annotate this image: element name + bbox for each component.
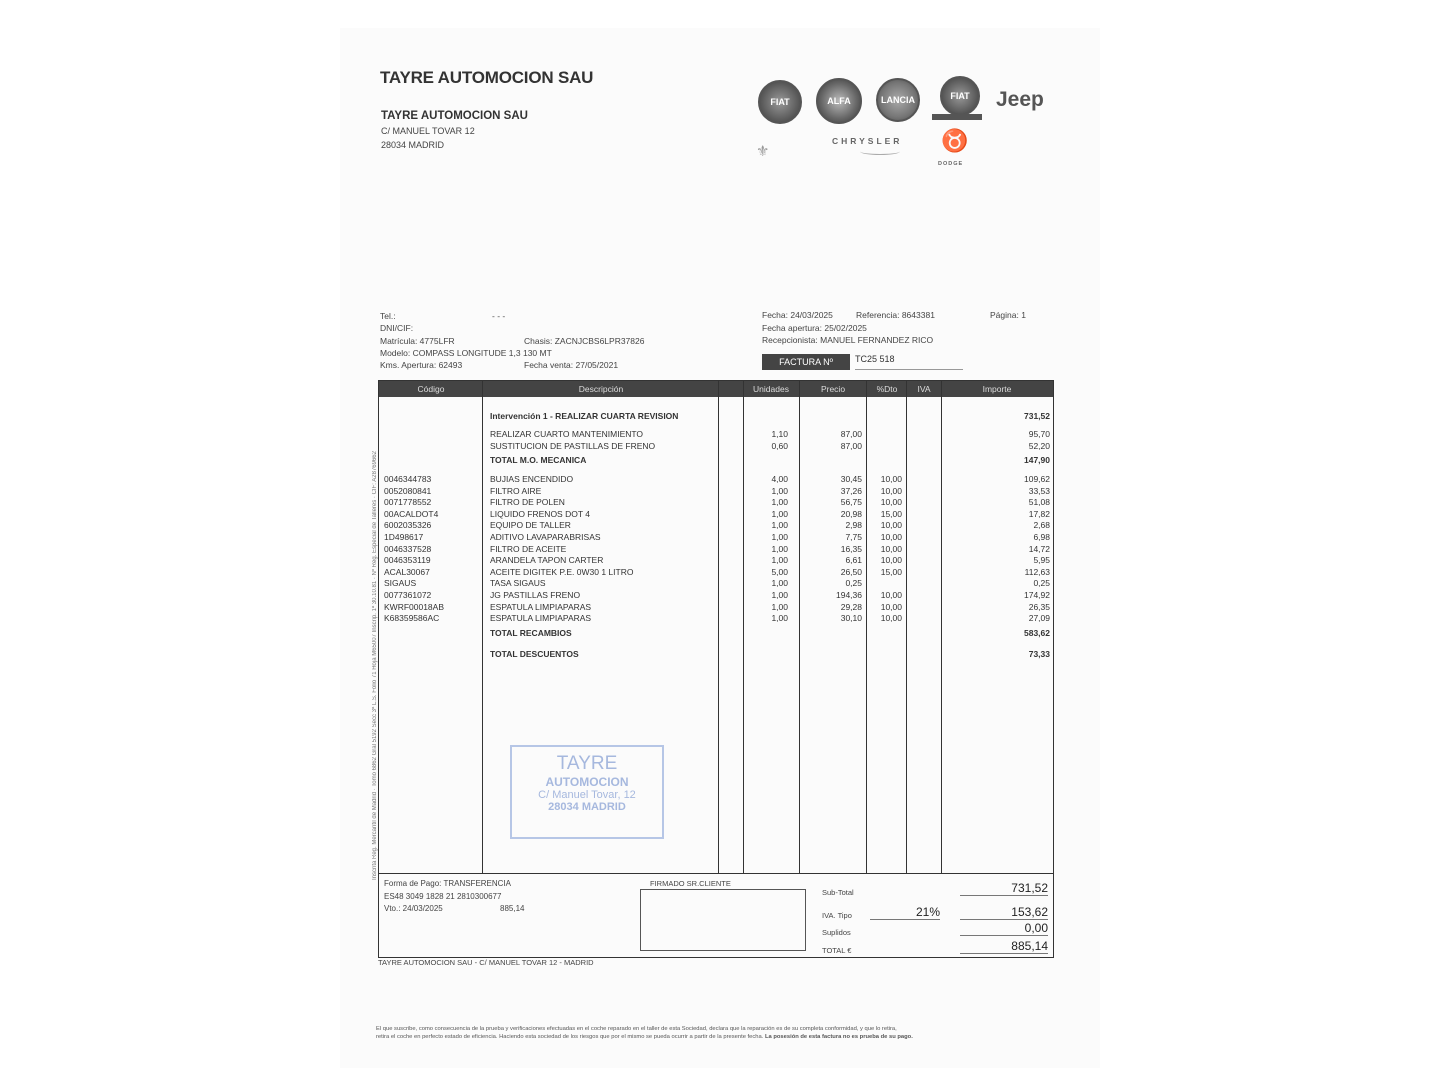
col-descripcion: Descripción bbox=[578, 384, 624, 394]
part-price: 29,28 bbox=[840, 601, 862, 612]
tel-label: Tel.: bbox=[380, 311, 396, 321]
labor-units: 0,60 bbox=[771, 441, 788, 451]
col-importe: Importe bbox=[982, 384, 1012, 394]
suplidos-value: 0,00 bbox=[960, 921, 1048, 936]
fiat-pro-bar bbox=[932, 114, 982, 120]
footer-company-line: TAYRE AUTOMOCION SAU - C/ MANUEL TOVAR 12 - MADRID bbox=[378, 958, 594, 967]
jeep-logo: Jeep bbox=[996, 88, 1044, 111]
part-price: 7,75 bbox=[845, 532, 862, 542]
col-divider bbox=[906, 381, 907, 873]
dni-label: DNI/CIF: bbox=[380, 323, 414, 333]
iva-rate: 21% bbox=[870, 905, 940, 920]
labor-price: 87,00 bbox=[840, 429, 862, 439]
payment-due-amount: 885,14 bbox=[500, 904, 525, 913]
iva-label: IVA. Tipo bbox=[822, 911, 852, 920]
part-price: 2,98 bbox=[845, 520, 862, 531]
invoice-page: Página: 1 bbox=[990, 310, 1026, 320]
part-discount: 10,00 bbox=[880, 520, 902, 531]
col-divider bbox=[718, 381, 719, 873]
part-desc: ARANDELA TAPON CARTER bbox=[490, 555, 604, 566]
invoice-lines-table bbox=[378, 380, 1054, 874]
part-discount: 10,00 bbox=[880, 555, 902, 566]
part-price: 26,50 bbox=[840, 566, 862, 577]
part-code: 0077361072 bbox=[384, 590, 432, 600]
labor-price: 87,00 bbox=[840, 441, 862, 451]
part-desc: FILTRO DE POLEN bbox=[490, 497, 565, 508]
part-desc: ACEITE DIGITEK P.E. 0W30 1 LITRO bbox=[490, 566, 634, 577]
company-title: TAYRE AUTOMOCION SAU bbox=[380, 68, 594, 87]
part-desc: EQUIPO DE TALLER bbox=[490, 520, 571, 531]
total-label: TOTAL € bbox=[822, 946, 852, 955]
part-desc: LIQUIDO FRENOS DOT 4 bbox=[490, 508, 590, 519]
col-divider bbox=[866, 381, 867, 873]
intervention-total: 731,52 bbox=[1024, 411, 1050, 421]
col-divider bbox=[743, 381, 744, 873]
discounts-total-value: 73,33 bbox=[1028, 649, 1050, 659]
part-desc: FILTRO DE ACEITE bbox=[490, 543, 567, 554]
part-code: KWRF00018AB bbox=[384, 601, 444, 612]
part-discount: 10,00 bbox=[880, 474, 902, 484]
part-amount: 2,68 bbox=[1033, 520, 1050, 531]
factura-number: TC25 518 bbox=[855, 354, 963, 370]
part-units: 1,00 bbox=[771, 508, 788, 519]
part-desc: ADITIVO LAVAPARABRISAS bbox=[490, 532, 601, 542]
fecha-venta: Fecha venta: 27/05/2021 bbox=[524, 360, 619, 370]
modelo: Modelo: COMPASS LONGITUDE 1,3 130 MT bbox=[380, 348, 552, 358]
part-units: 1,00 bbox=[771, 601, 788, 612]
part-discount: 10,00 bbox=[880, 543, 902, 554]
address-line-1: C/ MANUEL TOVAR 12 bbox=[381, 126, 475, 136]
part-units: 5,00 bbox=[771, 566, 788, 577]
labor-desc: SUSTITUCION DE PASTILLAS DE FRENO bbox=[490, 441, 656, 451]
part-code: 0071778552 bbox=[384, 497, 432, 508]
part-amount: 109,62 bbox=[1024, 474, 1050, 484]
matricula: Matrícula: 4775LFR bbox=[380, 336, 455, 346]
labor-amount: 95,70 bbox=[1028, 429, 1050, 439]
factura-label: FACTURA Nº bbox=[762, 354, 850, 370]
col-codigo: Código bbox=[417, 384, 445, 394]
intervention-title: Intervención 1 - REALIZAR CUARTA REVISION bbox=[490, 411, 679, 421]
part-desc: BUJIAS ENCENDIDO bbox=[490, 474, 574, 484]
part-amount: 51,08 bbox=[1028, 497, 1050, 508]
part-price: 0,25 bbox=[845, 578, 862, 589]
part-units: 1,00 bbox=[771, 520, 788, 531]
part-desc: ESPATULA LIMPIAPARAS bbox=[490, 601, 592, 612]
discounts-total-label: TOTAL DESCUENTOS bbox=[490, 649, 579, 659]
part-discount: 10,00 bbox=[880, 613, 902, 624]
part-code: 0046353119 bbox=[384, 555, 431, 566]
chasis: Chasis: ZACNJCBS6LPR37826 bbox=[524, 336, 645, 346]
alfa-romeo-logo: ALFA bbox=[816, 78, 862, 124]
iva-value: 153,62 bbox=[960, 905, 1048, 920]
labor-units: 1,10 bbox=[771, 429, 788, 439]
part-code: 00ACALDOT4 bbox=[384, 508, 439, 519]
part-desc: TASA SIGAUS bbox=[490, 578, 546, 589]
col-unidades: Unidades bbox=[753, 384, 789, 394]
part-code: 0046344783 bbox=[384, 474, 432, 484]
part-discount: 10,00 bbox=[880, 601, 902, 612]
chrysler-logo: CHRYSLER bbox=[832, 136, 903, 146]
registry-vertical-text: Inscrita Reg. Mercantil de Madrid · Tomo 6862 Gral 5192 Secc 3ª L.S. Folio 71 Hoja M65007 Inscrip. 1ª 30.10.81 · Nº Reg. Especial de Talleres · CIF: A28769662 bbox=[372, 451, 378, 880]
part-price: 37,26 bbox=[840, 485, 862, 496]
lancia-logo: LANCIA bbox=[876, 78, 920, 122]
part-price: 16,35 bbox=[840, 543, 862, 554]
col-dto: %Dto bbox=[876, 384, 898, 394]
signature-label: FIRMADO SR.CLIENTE bbox=[650, 879, 731, 888]
part-code: K68359586AC bbox=[384, 613, 440, 624]
payment-due-date: Vto.: 24/03/2025 bbox=[384, 904, 443, 913]
total-value: 885,14 bbox=[960, 939, 1048, 954]
fiat-professional-logo: FIAT bbox=[940, 76, 980, 116]
part-desc: ESPATULA LIMPIAPARAS bbox=[490, 613, 592, 624]
company-name: TAYRE AUTOMOCION SAU bbox=[381, 110, 528, 122]
part-amount: 33,53 bbox=[1028, 485, 1050, 496]
part-amount: 112,63 bbox=[1024, 566, 1050, 577]
part-code: SIGAUS bbox=[384, 578, 417, 589]
labor-amount: 52,20 bbox=[1028, 441, 1050, 451]
part-amount: 0,25 bbox=[1033, 578, 1050, 589]
part-units: 1,00 bbox=[771, 497, 788, 508]
address-line-2: 28034 MADRID bbox=[381, 140, 445, 150]
part-amount: 14,72 bbox=[1028, 543, 1050, 554]
part-price: 30,10 bbox=[840, 613, 862, 624]
part-price: 6,61 bbox=[845, 555, 862, 566]
part-units: 1,00 bbox=[771, 590, 788, 600]
col-divider bbox=[941, 381, 942, 873]
part-units: 1,00 bbox=[771, 532, 788, 542]
part-units: 1,00 bbox=[771, 543, 788, 554]
part-units: 1,00 bbox=[771, 578, 788, 589]
part-discount: 15,00 bbox=[880, 508, 902, 519]
part-amount: 26,35 bbox=[1028, 601, 1050, 612]
payment-method: Forma de Pago: TRANSFERENCIA bbox=[384, 879, 512, 888]
company-stamp: TAYRE AUTOMOCION C/ Manuel Tovar, 12 28034 MADRID bbox=[510, 745, 664, 839]
dodge-logo: DODGE bbox=[938, 161, 964, 167]
invoice-date: Fecha: 24/03/2025 bbox=[762, 310, 833, 320]
wings-emblem-icon: ⚜ bbox=[756, 143, 770, 160]
parts-total-value: 583,62 bbox=[1024, 628, 1050, 638]
labor-total-value: 147,90 bbox=[1024, 455, 1050, 465]
part-code: 0046337528 bbox=[384, 543, 432, 554]
part-price: 20,98 bbox=[840, 508, 862, 519]
part-code: 1D498617 bbox=[384, 532, 424, 542]
part-discount: 10,00 bbox=[880, 497, 902, 508]
part-code: 0052080841 bbox=[384, 485, 432, 496]
part-units: 1,00 bbox=[771, 555, 788, 566]
part-price: 30,45 bbox=[840, 474, 862, 484]
part-discount: 10,00 bbox=[880, 590, 902, 600]
invoice-reference: Referencia: 8643381 bbox=[856, 310, 935, 320]
part-units: 1,00 bbox=[771, 485, 788, 496]
fiat-logo: FIAT bbox=[758, 80, 802, 124]
chrysler-wings-icon bbox=[860, 148, 900, 155]
part-code: ACAL30067 bbox=[384, 566, 430, 577]
kms-apertura: Kms. Apertura: 62493 bbox=[380, 360, 463, 370]
part-amount: 174,92 bbox=[1024, 590, 1050, 600]
receptionist: Recepcionista: MANUEL FERNANDEZ RICO bbox=[762, 335, 934, 345]
part-amount: 17,82 bbox=[1028, 508, 1050, 519]
part-desc: FILTRO AIRE bbox=[490, 485, 542, 496]
part-units: 4,00 bbox=[771, 474, 788, 484]
part-code: 6002035326 bbox=[384, 520, 432, 531]
ram-head-icon: ♉ bbox=[941, 128, 969, 153]
part-amount: 6,98 bbox=[1033, 532, 1050, 542]
table-header bbox=[379, 381, 1053, 397]
subtotal-label: Sub-Total bbox=[822, 888, 854, 897]
payment-iban: ES48 3049 1828 21 2810300677 bbox=[384, 892, 502, 901]
col-iva: IVA bbox=[917, 384, 931, 394]
part-amount: 27,09 bbox=[1028, 613, 1050, 624]
col-divider bbox=[482, 381, 483, 873]
part-amount: 5,95 bbox=[1033, 555, 1050, 566]
tel-value: - - - bbox=[492, 311, 506, 321]
signature-box bbox=[640, 889, 806, 951]
part-discount: 10,00 bbox=[880, 532, 902, 542]
labor-total-label: TOTAL M.O. MECANICA bbox=[490, 455, 587, 465]
part-price: 56,75 bbox=[840, 497, 862, 508]
col-divider bbox=[799, 381, 800, 873]
part-discount: 15,00 bbox=[880, 566, 902, 577]
part-desc: JG PASTILLAS FRENO bbox=[490, 590, 581, 600]
part-units: 1,00 bbox=[771, 613, 788, 624]
suplidos-label: Suplidos bbox=[822, 928, 851, 937]
opening-date: Fecha apertura: 25/02/2025 bbox=[762, 323, 867, 333]
disclaimer: El que suscribe, como consecuencia de la prueba y verificaciones efectuadas en el coche reparado en el taller de esta Sociedad, declara que la reparación es de su completa conformidad, y que lo retira, retira el coche en perfecto estado de eficiencia. Haciendo esta sociedad de los riesgos que por el mismo se pueda ocurrir a partir de la presente fecha. La posesión de esta factura no es prueba de su pago. bbox=[376, 1026, 913, 1040]
parts-total-label: TOTAL RECAMBIOS bbox=[490, 628, 572, 638]
labor-desc: REALIZAR CUARTO MANTENIMIENTO bbox=[490, 429, 644, 439]
part-discount: 10,00 bbox=[880, 485, 902, 496]
part-price: 194,36 bbox=[836, 590, 862, 600]
col-precio: Precio bbox=[820, 384, 846, 394]
subtotal-value: 731,52 bbox=[960, 881, 1048, 896]
